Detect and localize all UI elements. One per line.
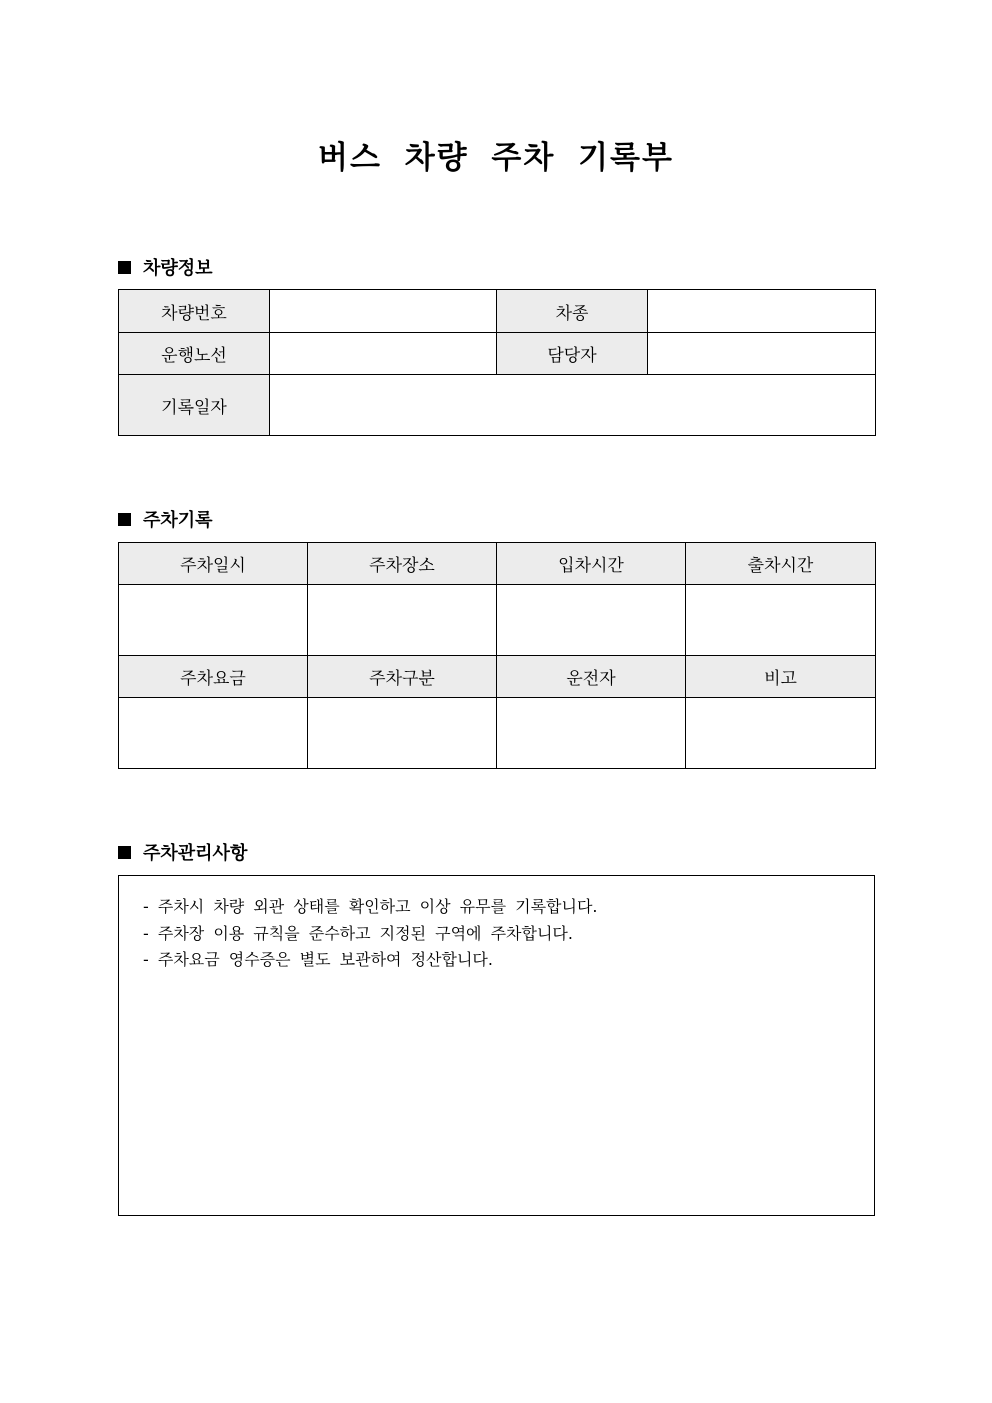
manager-field[interactable] bbox=[648, 333, 876, 375]
vehicle-number-label: 차량번호 bbox=[119, 290, 270, 333]
vehicle-type-label: 차종 bbox=[497, 290, 648, 333]
manager-label: 담당자 bbox=[497, 333, 648, 375]
list-item: - 주차요금 영수증은 별도 보관하여 정산합니다. bbox=[143, 950, 493, 969]
list-item: - 주차시 차량 외관 상태를 확인하고 이상 유무를 기록합니다. bbox=[143, 897, 598, 916]
route-label: 운행노선 bbox=[119, 333, 270, 375]
driver-field[interactable] bbox=[497, 698, 686, 769]
entry-time-header: 입차시간 bbox=[497, 543, 686, 585]
vehicle-number-field[interactable] bbox=[270, 290, 497, 333]
parking-location-field[interactable] bbox=[308, 585, 497, 656]
parking-notes-heading-text: 주차관리사항 bbox=[143, 843, 248, 864]
parking-notes-box[interactable] bbox=[118, 875, 875, 1216]
remarks-field[interactable] bbox=[686, 698, 876, 769]
parking-location-header: 주차장소 bbox=[308, 543, 497, 585]
driver-header: 운전자 bbox=[497, 656, 686, 698]
vehicle-info-heading-text: 차량정보 bbox=[143, 258, 213, 279]
list-item: - 주차장 이용 규칙을 준수하고 지정된 구역에 주차합니다. bbox=[143, 923, 573, 943]
parking-record-table bbox=[118, 542, 876, 769]
exit-time-field[interactable] bbox=[686, 585, 876, 656]
vehicle-info-table bbox=[118, 289, 876, 436]
record-date-field[interactable] bbox=[270, 375, 876, 436]
parking-type-header: 주차구분 bbox=[308, 656, 497, 698]
page-title: 버스 차량 주차 기록부 bbox=[318, 140, 674, 176]
vehicle-info-heading bbox=[118, 254, 213, 280]
square-bullet-icon bbox=[118, 513, 131, 526]
parking-type-field[interactable] bbox=[308, 698, 497, 769]
record-date-label: 기록일자 bbox=[119, 375, 270, 436]
exit-time-header: 출차시간 bbox=[686, 543, 876, 585]
parking-record-heading bbox=[118, 506, 213, 532]
parking-fee-header: 주차요금 bbox=[119, 656, 308, 698]
parking-notes-heading bbox=[118, 839, 247, 865]
remarks-header: 비고 bbox=[686, 656, 876, 698]
parking-notes-list bbox=[119, 876, 874, 974]
vehicle-type-field[interactable] bbox=[648, 290, 876, 333]
route-field[interactable] bbox=[270, 333, 497, 375]
entry-time-field[interactable] bbox=[497, 585, 686, 656]
square-bullet-icon bbox=[118, 261, 131, 274]
parking-fee-field[interactable] bbox=[119, 698, 308, 769]
parking-datetime-header: 주차일시 bbox=[119, 543, 308, 585]
parking-datetime-field[interactable] bbox=[119, 585, 308, 656]
square-bullet-icon bbox=[118, 846, 131, 859]
parking-record-heading-text: 주차기록 bbox=[143, 510, 213, 531]
